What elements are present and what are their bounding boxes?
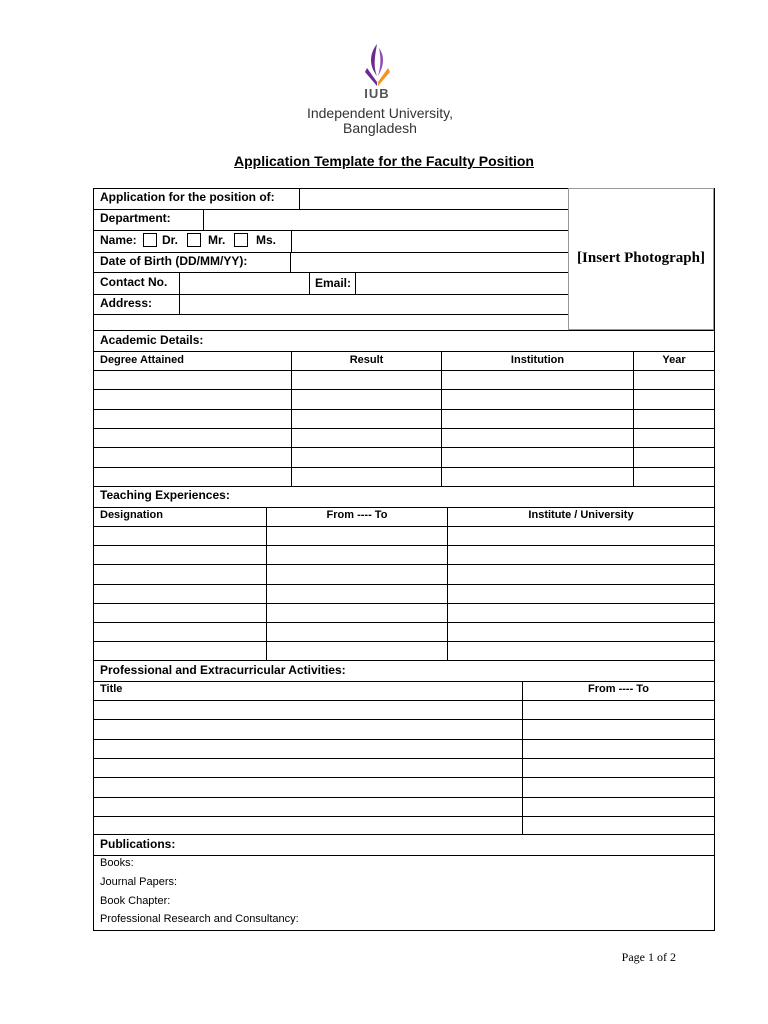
publications-section-label: Publications: [100, 837, 176, 851]
col-from-to: From ---- To [326, 509, 388, 521]
logo-text: IUB [364, 86, 390, 101]
mr-label: Mr. [208, 233, 226, 247]
pub-books: Books: [100, 857, 134, 869]
col-title: Title [100, 683, 123, 695]
col-designation: Designation [100, 509, 163, 521]
col-institute: Institute / University [528, 509, 634, 521]
email-field[interactable] [357, 273, 567, 293]
dr-checkbox[interactable] [143, 233, 157, 247]
academic-section-label: Academic Details: [100, 333, 204, 347]
name-label: Name: [100, 233, 137, 247]
name-field[interactable] [293, 231, 567, 251]
ms-checkbox[interactable] [234, 233, 248, 247]
iub-logo-icon [355, 42, 400, 88]
professional-section-label: Professional and Extracurricular Activities: [100, 663, 346, 677]
col-institution: Institution [510, 354, 565, 366]
page-number: Page 1 of 2 [621, 950, 676, 964]
mr-checkbox[interactable] [187, 233, 201, 247]
contact-field[interactable] [181, 273, 308, 293]
university-country: Bangladesh [343, 120, 417, 136]
col-result: Result [349, 354, 384, 366]
pub-book-chapter: Book Chapter: [100, 895, 171, 907]
dob-label: Date of Birth (DD/MM/YY): [100, 254, 248, 268]
pub-journal-papers: Journal Papers: [100, 876, 178, 888]
col-degree: Degree Attained [100, 354, 184, 366]
address-field[interactable] [181, 295, 567, 330]
form-title: Application Template for the Faculty Position [234, 153, 534, 169]
teaching-section-label: Teaching Experiences: [100, 488, 230, 502]
contact-label: Contact No. [100, 275, 168, 289]
photo-placeholder: [Insert Photograph] [577, 250, 705, 266]
university-name: Independent University, [306, 105, 454, 121]
ms-label: Ms. [256, 233, 277, 247]
position-label: Application for the position of: [100, 190, 275, 204]
col-activity-from-to: From ---- To [588, 683, 649, 695]
email-label: Email: [315, 276, 352, 290]
dr-label: Dr. [162, 233, 179, 247]
col-year: Year [662, 354, 686, 366]
pub-research-consultancy: Professional Research and Consultancy: [100, 913, 299, 925]
dob-field[interactable] [292, 253, 567, 271]
department-field[interactable] [205, 210, 567, 229]
position-field[interactable] [301, 189, 567, 208]
address-label: Address: [100, 296, 153, 310]
department-label: Department: [100, 211, 171, 225]
